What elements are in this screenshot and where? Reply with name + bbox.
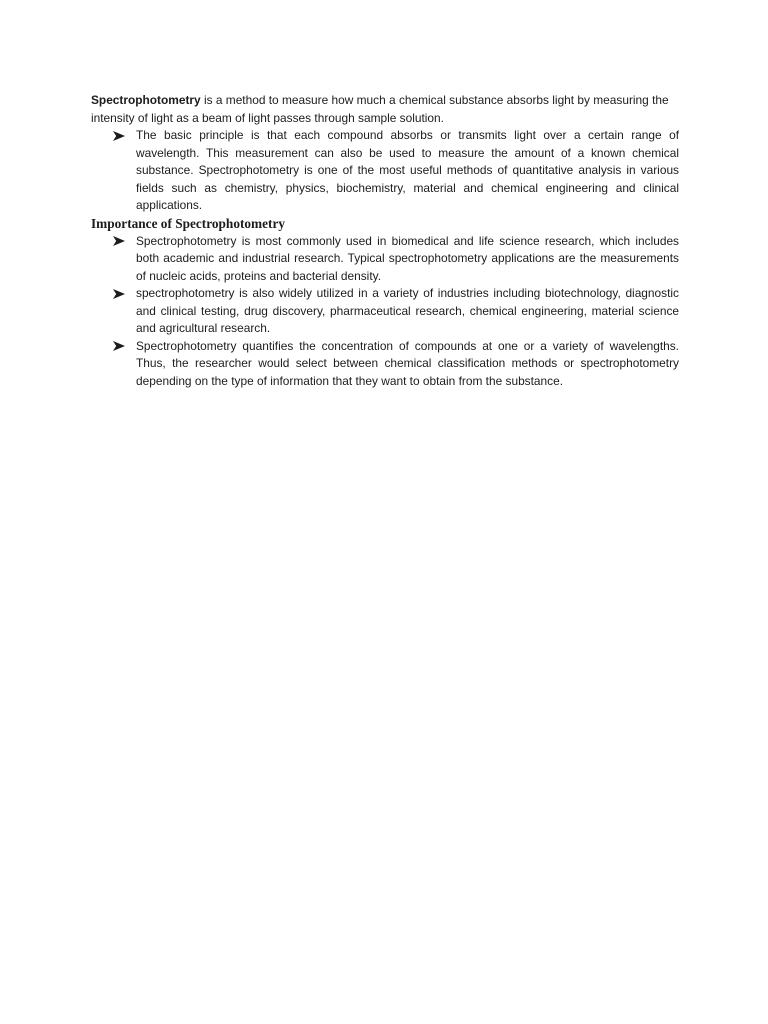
intro-text: is a method to measure how much a chemical substance absorbs light by measuring the intensity of light as a beam of light passes through sample solution.	[91, 93, 669, 125]
list-item	[91, 127, 679, 215]
section-heading: Importance of Spectrophotometry	[91, 215, 285, 231]
list-item-text: Spectrophotometry is most commonly used in biomedical and life science research, which includes both academic and industrial research. Typical spectrophotometry applications are the measurements of nucleic acids, proteins and bacterial density.	[136, 233, 679, 283]
principle-list	[91, 127, 679, 215]
arrowhead-bullet-icon	[113, 127, 127, 145]
importance-list	[91, 233, 679, 391]
intro-paragraph	[91, 92, 679, 127]
arrowhead-bullet-icon	[113, 285, 127, 303]
list-item-text: The basic principle is that each compound absorbs or transmits light over a certain range of wavelength. This measurement can also be used to measure the amount of a known chemical substance. Spectrophotometry is one of the most useful methods of quantitative analysis in various fields such as chemistry, physics, biochemistry, material and chemical engineering and clinical applications.	[136, 128, 679, 212]
list-item-text: Spectrophotometry quantifies the concentration of compounds at one or a variety of wavelengths. Thus, the researcher would select between chemical classification methods or spectrophotometry depending on the type of information that they want to obtain from the substance.	[136, 338, 679, 388]
list-item	[91, 233, 679, 286]
list-item	[91, 285, 679, 338]
list-item-text: spectrophotometry is also widely utilized in a variety of industries including biotechnology, diagnostic and clinical testing, drug discovery, pharmaceutical research, chemical engineering, material science and agricultural research.	[136, 286, 679, 335]
arrowhead-bullet-icon	[113, 338, 127, 356]
arrowhead-bullet-icon	[113, 233, 127, 251]
document-page	[91, 92, 679, 390]
list-item	[91, 338, 679, 391]
intro-bold-term: Spectrophotometry	[91, 93, 201, 107]
